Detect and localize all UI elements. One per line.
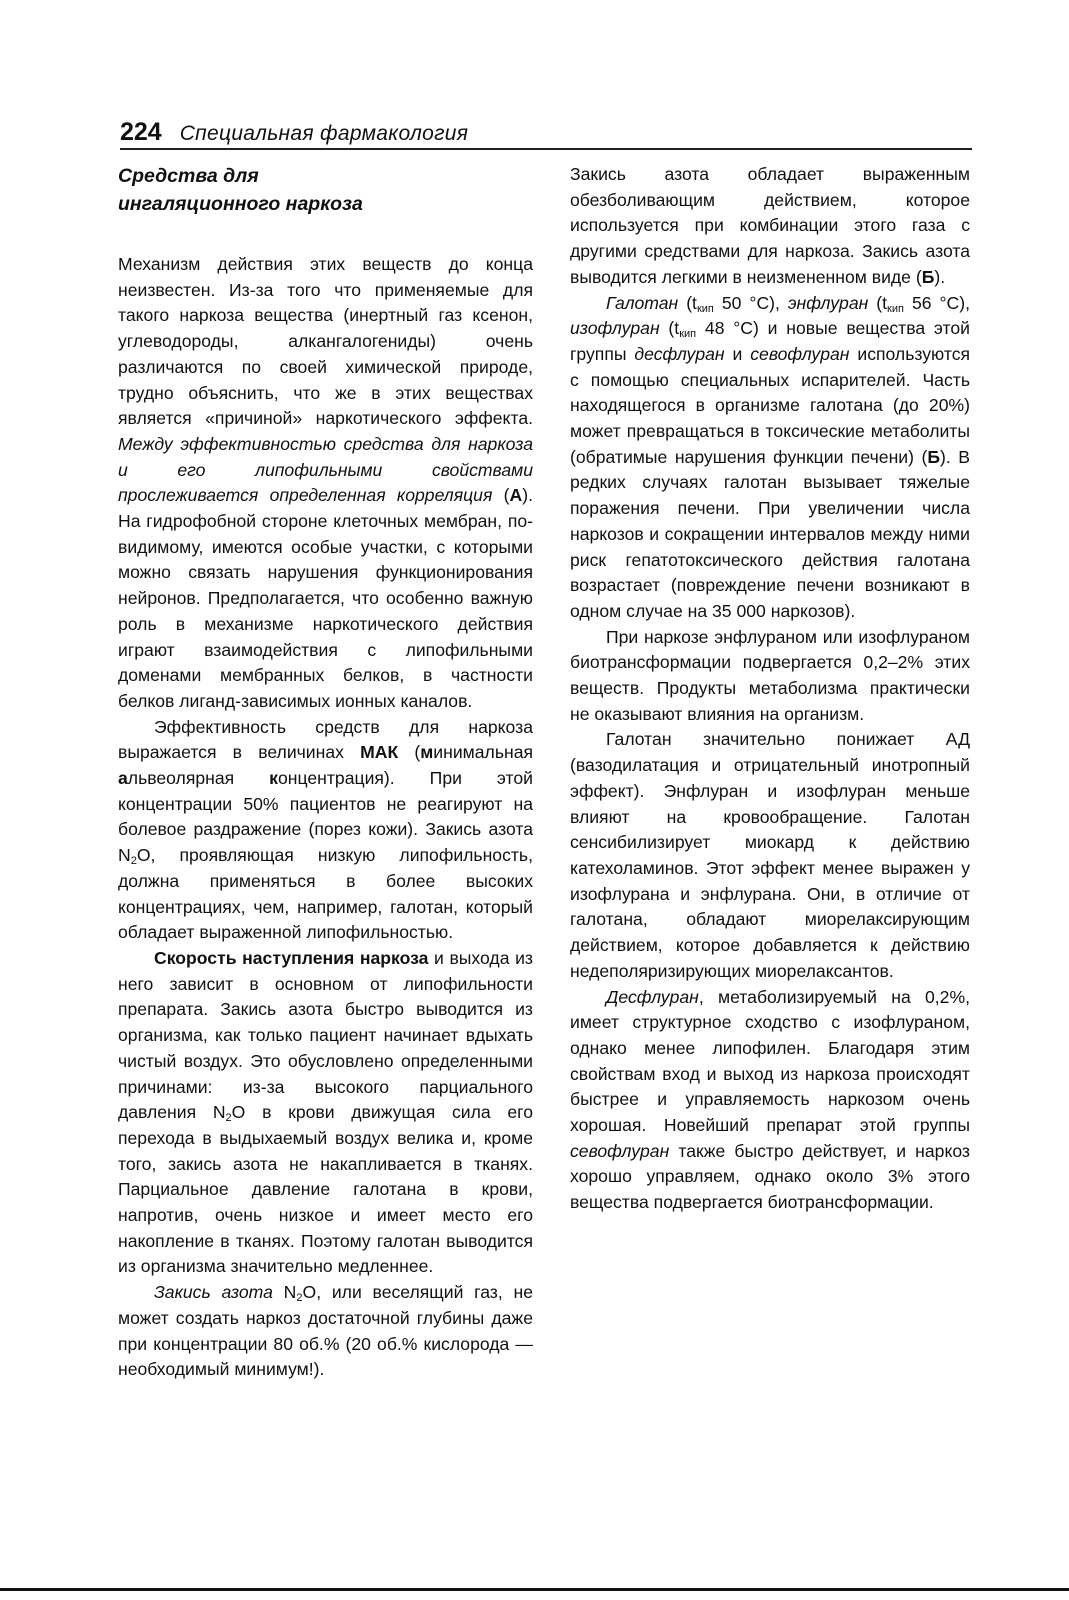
bold-term: Скорость наступления наркоза: [154, 947, 429, 968]
text-run: ). В редких случаях галотан вызывает тяжелые поражения печени. При увеличении числа наркозов и сокращении интервалов между ними риск гепатотоксического действия галотана возрастает (повреждение печени возникают в одном случае на 35 000 наркозов).: [570, 446, 971, 621]
subscript: 2: [296, 1292, 303, 1305]
bold-term: МАК: [360, 742, 399, 763]
paragraph: [118, 252, 533, 715]
text-run: O в крови движущая сила его перехода в выдыхаемый воздух велика и, кроме того, закись азота не накапливается в тканях. Парциальное давление галотана в крови, напротив, очень низкое и имеет место его накопление в тканях. Поэтому галотан выводится из организма значительно медленнее.: [118, 1102, 533, 1277]
paragraph: При наркозе энфлураном или изофлураном биотрансформации подвергается 0,2–2% этих веществ. Продукты метаболизма практически не оказывают влияния на организм.: [570, 626, 970, 724]
text-run: львеолярная: [127, 768, 270, 789]
text-run: O, или веселящий газ, не может создать наркоз достаточной глубины даже при концентрации 80 об.% (20 об.% кислорода — необходимый минимум!).: [118, 1282, 534, 1380]
italic-run: Закись азота: [154, 1282, 273, 1303]
text-run: (: [398, 742, 421, 763]
paragraph: [118, 715, 533, 946]
text-run: (: [492, 485, 510, 506]
text-run: Механизм действия этих веществ до конца неизвестен. Из-за того что применяемые для такого наркоза вещества (инертный газ ксенон, углеводороды, алкангалогениды) очень различаются по своей химической природе, трудно объяснить, что же в этих веществах является «причиной» наркотического эффекта.: [118, 254, 533, 429]
page-header: [120, 118, 972, 150]
italic-run: севофлуран: [570, 1140, 670, 1161]
text-run: ).: [934, 266, 946, 287]
text-run: 50 °C),: [713, 292, 788, 313]
italic-run: севофлуран: [750, 343, 850, 364]
italic-run: Галотан: [606, 292, 679, 313]
paragraph: [570, 985, 970, 1216]
text-run: также быстро действует, и наркоз хорошо управляем, однако около 3% этого вещества подвергается биотрансформации.: [570, 1140, 970, 1213]
page-edge-line: [0, 1588, 1069, 1591]
text-run: N: [272, 1282, 297, 1303]
text-run: O, проявляющая низкую липофильность, должна применяться в более высоких концентрациях, чем, например, галотан, который обладает выраженной липофильностью.: [118, 845, 533, 943]
subscript: кип: [887, 302, 904, 315]
italic-run: Между эффективностью средства для наркоза и его липофильными свойствами прослеживается определенная корреляция: [118, 433, 533, 506]
text-run: , метаболизируемый на 0,2%, имеет структурное сходство с изофлураном, однако менее липофилен. Благодаря этим свойствам вход и выход из наркоза происходят быстрее и управляемость наркозом очень хорошая. Новейший препарат этой группы: [570, 986, 970, 1136]
bold-letter: к: [269, 768, 278, 789]
text-run: и: [724, 343, 751, 364]
text-run: инимальная: [433, 742, 534, 763]
running-title: Специальная фармакология: [179, 122, 469, 145]
text-run: 56 °C),: [903, 292, 970, 313]
subscript: 2: [225, 1112, 232, 1125]
paragraph: [118, 946, 533, 1280]
italic-run: изофлуран: [570, 318, 660, 339]
bold-letter: а: [118, 768, 128, 789]
figure-ref: А: [509, 485, 523, 506]
text-run: 48 °C) и новые вещества этой группы: [570, 318, 970, 364]
italic-run: Десфлуран: [606, 986, 699, 1007]
figure-ref: Б: [921, 266, 935, 287]
italic-run: десфлуран: [634, 343, 725, 364]
text-run: (t: [678, 292, 697, 313]
figure-ref: Б: [927, 446, 941, 467]
subscript: 2: [130, 855, 137, 868]
text-run: используются с помощью специальных испарителей. Часть находящегося в организме галотана (до 20%) может превращаться в токсические метаболиты (обратимые нарушения функции печени) (: [570, 343, 971, 467]
italic-run: энфлуран: [787, 292, 869, 313]
text-run: и выхода из него зависит в основном от липофильности препарата. Закись азота быстро выводится из организма, как только пациент начинает вдыхать чистый воздух. Это обусловлено определенными причинами: из-за высокого парциального давления N: [118, 947, 533, 1123]
subscript: кип: [696, 302, 714, 315]
page-number: 224: [120, 118, 162, 146]
text-run: Эффективность средств для наркоза выражается в величинах: [118, 716, 533, 763]
section-title-line2: ингаляционного наркоза: [118, 193, 363, 215]
text-run: (t: [659, 318, 680, 339]
left-column: [118, 162, 533, 1383]
text-run: Закись азота обладает выраженным обезболивающим действием, которое используется при комбинации этого газа с другими средствами для наркоза. Закись азота выводится легкими в неизмененном виде (: [570, 164, 970, 287]
paragraph: [570, 291, 970, 625]
paragraph: [570, 162, 970, 291]
text-run: онцентрация). При этой концентрации 50% пациентов не реагируют на болевое раздражение (порез кожи). Закись азота N: [118, 768, 533, 866]
section-title-line1: Средства для: [118, 165, 259, 187]
paragraph: [118, 1280, 533, 1383]
section-title: [118, 162, 533, 218]
bold-letter: м: [420, 742, 434, 763]
subscript: кип: [679, 328, 697, 341]
paragraph: Галотан значительно понижает АД (вазодилатация и отрицательный инотропный эффект). Энфлуран и изофлуран меньше влияют на кровообращение. Галотан сенсибилизирует миокард к действию катехоламинов. Этот эффект менее выражен у изофлурана и энфлурана. Они, в отличие от галотана, обладают миорелаксирующим действием, которое добавляется к действию недеполяризирующих миорелаксантов.: [570, 729, 970, 981]
text-run: (t: [868, 292, 888, 313]
right-column: [570, 162, 970, 1216]
text-run: ). На гидрофобной стороне клеточных мембран, по-видимому, имеются особые участки, с которыми можно связать нарушения функционирования нейронов. Предполагается, что особенно важную роль в механизме наркотического действия играют взаимодействия с липофильными доменами мембранных белков, в частности белков лиганд-зависимых ионных каналов.: [118, 485, 533, 711]
